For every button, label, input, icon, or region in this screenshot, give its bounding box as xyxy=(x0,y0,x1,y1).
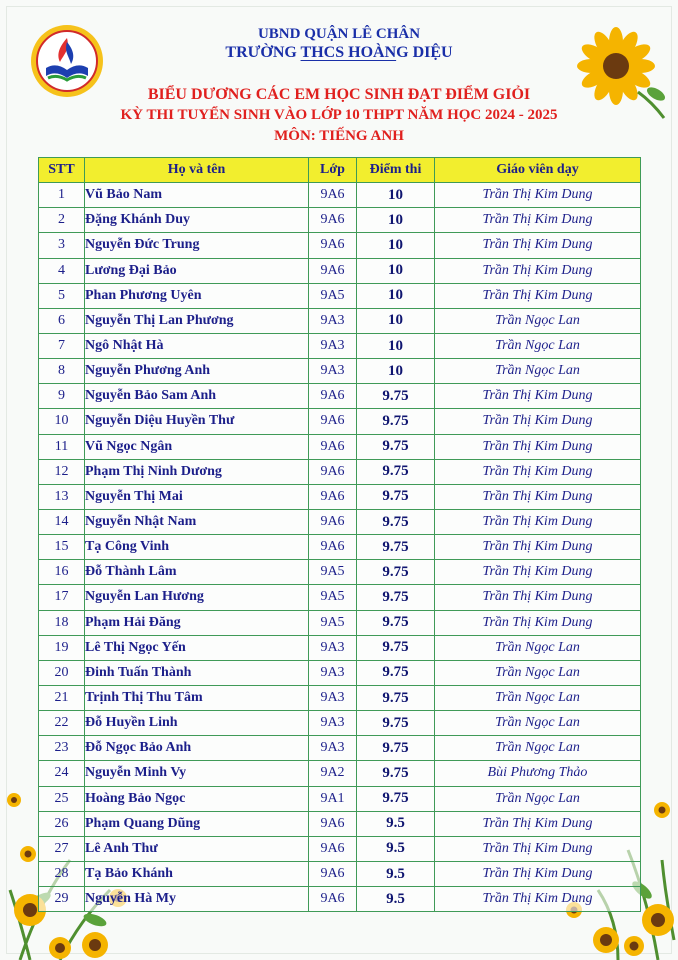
table-row xyxy=(39,610,641,635)
table-row xyxy=(39,861,641,886)
score-cell: 10 xyxy=(357,359,435,384)
row-stt-cell: 23 xyxy=(39,736,85,761)
teacher-cell: Trần Ngọc Lan xyxy=(435,736,641,761)
class-cell: 9A6 xyxy=(309,409,357,434)
score-cell: 9.75 xyxy=(357,585,435,610)
row-stt-cell: 19 xyxy=(39,635,85,660)
teacher-cell: Trần Thị Kim Dung xyxy=(435,861,641,886)
class-cell: 9A6 xyxy=(309,233,357,258)
student-name-cell: Phạm Thị Ninh Dương xyxy=(85,459,309,484)
table-body xyxy=(39,183,641,912)
score-cell: 10 xyxy=(357,308,435,333)
teacher-cell: Trần Thị Kim Dung xyxy=(435,409,641,434)
table-header-row xyxy=(39,158,641,183)
score-cell: 9.75 xyxy=(357,434,435,459)
table-row xyxy=(39,208,641,233)
table-row xyxy=(39,509,641,534)
student-name-cell: Nguyễn Phương Anh xyxy=(85,359,309,384)
class-cell: 9A6 xyxy=(309,384,357,409)
student-name-cell: Nguyễn Hà My xyxy=(85,887,309,912)
student-name-cell: Hoàng Bảo Ngọc xyxy=(85,786,309,811)
score-cell: 9.75 xyxy=(357,711,435,736)
class-cell: 9A6 xyxy=(309,509,357,534)
score-cell: 9.5 xyxy=(357,836,435,861)
teacher-cell: Trần Thị Kim Dung xyxy=(435,384,641,409)
row-stt-cell: 28 xyxy=(39,861,85,886)
class-cell: 9A1 xyxy=(309,786,357,811)
row-stt-cell: 15 xyxy=(39,535,85,560)
row-stt-cell: 5 xyxy=(39,283,85,308)
row-stt-cell: 7 xyxy=(39,333,85,358)
student-name-cell: Nguyễn Nhật Nam xyxy=(85,509,309,534)
row-stt-cell: 13 xyxy=(39,484,85,509)
row-stt-cell: 29 xyxy=(39,887,85,912)
student-name-cell: Đỗ Huyền Linh xyxy=(85,711,309,736)
class-cell: 9A5 xyxy=(309,283,357,308)
subject-label: MÔN: TIẾNG ANH xyxy=(274,128,404,144)
score-cell: 9.75 xyxy=(357,484,435,509)
score-cell: 9.75 xyxy=(357,509,435,534)
class-cell: 9A6 xyxy=(309,459,357,484)
table-row xyxy=(39,635,641,660)
score-cell: 10 xyxy=(357,208,435,233)
table-row xyxy=(39,761,641,786)
teacher-cell: Bùi Phương Thảo xyxy=(435,761,641,786)
row-stt-cell: 6 xyxy=(39,308,85,333)
document-subtitle: KỲ THI TUYỂN SINH VÀO LỚP 10 THPT NĂM HỌC 2024 - 2025 xyxy=(120,107,558,123)
table-row xyxy=(39,786,641,811)
class-cell: 9A3 xyxy=(309,308,357,333)
score-cell: 9.75 xyxy=(357,409,435,434)
district-name: UBND QUẬN LÊ CHÂN xyxy=(257,26,421,42)
column-header-score: Điểm thi xyxy=(357,158,435,183)
student-name-cell: Nguyễn Thị Mai xyxy=(85,484,309,509)
student-name-cell: Trịnh Thị Thu Tâm xyxy=(85,685,309,710)
school-name-suffix: G DIỆU xyxy=(396,44,453,61)
row-stt-cell: 24 xyxy=(39,761,85,786)
class-cell: 9A3 xyxy=(309,685,357,710)
school-name xyxy=(0,44,678,62)
teacher-cell: Trần Thị Kim Dung xyxy=(435,459,641,484)
document-title: BIỂU DƯƠNG CÁC EM HỌC SINH ĐẠT ĐIỂM GIỎI xyxy=(147,86,531,103)
student-name-cell: Đỗ Thành Lâm xyxy=(85,560,309,585)
row-stt-cell: 26 xyxy=(39,811,85,836)
teacher-cell: Trần Thị Kim Dung xyxy=(435,183,641,208)
row-stt-cell: 17 xyxy=(39,585,85,610)
teacher-cell: Trần Thị Kim Dung xyxy=(435,258,641,283)
score-cell: 10 xyxy=(357,233,435,258)
class-cell: 9A6 xyxy=(309,183,357,208)
teacher-cell: Trần Thị Kim Dung xyxy=(435,811,641,836)
teacher-cell: Trần Thị Kim Dung xyxy=(435,610,641,635)
table-row xyxy=(39,333,641,358)
table-row xyxy=(39,685,641,710)
class-cell: 9A6 xyxy=(309,484,357,509)
row-stt-cell: 20 xyxy=(39,660,85,685)
student-name-cell: Tạ Bảo Khánh xyxy=(85,861,309,886)
row-stt-cell: 4 xyxy=(39,258,85,283)
teacher-cell: Trần Ngọc Lan xyxy=(435,359,641,384)
table-row xyxy=(39,736,641,761)
column-header-teacher: Giáo viên dạy xyxy=(435,158,641,183)
score-cell: 9.5 xyxy=(357,811,435,836)
class-cell: 9A3 xyxy=(309,333,357,358)
student-name-cell: Đỗ Ngọc Bảo Anh xyxy=(85,736,309,761)
student-name-cell: Đặng Khánh Duy xyxy=(85,208,309,233)
school-name-prefix: TRƯỜNG xyxy=(225,44,301,61)
student-name-cell: Phạm Quang Dũng xyxy=(85,811,309,836)
row-stt-cell: 16 xyxy=(39,560,85,585)
teacher-cell: Trần Ngọc Lan xyxy=(435,786,641,811)
row-stt-cell: 12 xyxy=(39,459,85,484)
score-cell: 9.75 xyxy=(357,660,435,685)
score-cell: 9.75 xyxy=(357,535,435,560)
table-row xyxy=(39,887,641,912)
student-name-cell: Vũ Bảo Nam xyxy=(85,183,309,208)
row-stt-cell: 25 xyxy=(39,786,85,811)
student-name-cell: Đinh Tuấn Thành xyxy=(85,660,309,685)
class-cell: 9A3 xyxy=(309,660,357,685)
score-cell: 10 xyxy=(357,333,435,358)
results-table xyxy=(38,157,641,912)
class-cell: 9A5 xyxy=(309,560,357,585)
score-cell: 9.75 xyxy=(357,459,435,484)
score-cell: 9.5 xyxy=(357,887,435,912)
class-cell: 9A3 xyxy=(309,359,357,384)
teacher-cell: Trần Ngọc Lan xyxy=(435,711,641,736)
class-cell: 9A3 xyxy=(309,635,357,660)
table-row xyxy=(39,233,641,258)
class-cell: 9A6 xyxy=(309,434,357,459)
class-cell: 9A6 xyxy=(309,836,357,861)
score-cell: 10 xyxy=(357,283,435,308)
table-row xyxy=(39,384,641,409)
table-row xyxy=(39,283,641,308)
class-cell: 9A6 xyxy=(309,535,357,560)
student-name-cell: Nguyễn Bảo Sam Anh xyxy=(85,384,309,409)
row-stt-cell: 27 xyxy=(39,836,85,861)
student-name-cell: Vũ Ngọc Ngân xyxy=(85,434,309,459)
table-row xyxy=(39,459,641,484)
class-cell: 9A6 xyxy=(309,861,357,886)
score-cell: 10 xyxy=(357,258,435,283)
student-name-cell: Lê Thị Ngọc Yến xyxy=(85,635,309,660)
teacher-cell: Trần Thị Kim Dung xyxy=(435,509,641,534)
row-stt-cell: 22 xyxy=(39,711,85,736)
teacher-cell: Trần Ngọc Lan xyxy=(435,660,641,685)
class-cell: 9A6 xyxy=(309,258,357,283)
student-name-cell: Lương Đại Bảo xyxy=(85,258,309,283)
teacher-cell: Trần Ngọc Lan xyxy=(435,308,641,333)
student-name-cell: Phạm Hải Đăng xyxy=(85,610,309,635)
table-row xyxy=(39,711,641,736)
class-cell: 9A6 xyxy=(309,811,357,836)
score-cell: 9.75 xyxy=(357,736,435,761)
row-stt-cell: 18 xyxy=(39,610,85,635)
row-stt-cell: 8 xyxy=(39,359,85,384)
teacher-cell: Trần Thị Kim Dung xyxy=(435,283,641,308)
student-name-cell: Nguyễn Minh Vy xyxy=(85,761,309,786)
teacher-cell: Trần Thị Kim Dung xyxy=(435,836,641,861)
teacher-cell: Trần Thị Kim Dung xyxy=(435,208,641,233)
column-header-name: Họ và tên xyxy=(85,158,309,183)
row-stt-cell: 14 xyxy=(39,509,85,534)
table-row xyxy=(39,258,641,283)
row-stt-cell: 1 xyxy=(39,183,85,208)
score-cell: 9.5 xyxy=(357,861,435,886)
class-cell: 9A3 xyxy=(309,736,357,761)
table-row xyxy=(39,484,641,509)
class-cell: 9A2 xyxy=(309,761,357,786)
teacher-cell: Trần Thị Kim Dung xyxy=(435,484,641,509)
teacher-cell: Trần Thị Kim Dung xyxy=(435,585,641,610)
score-cell: 9.75 xyxy=(357,761,435,786)
teacher-cell: Trần Thị Kim Dung xyxy=(435,535,641,560)
row-stt-cell: 11 xyxy=(39,434,85,459)
row-stt-cell: 21 xyxy=(39,685,85,710)
score-cell: 9.75 xyxy=(357,560,435,585)
class-cell: 9A5 xyxy=(309,585,357,610)
score-cell: 9.75 xyxy=(357,786,435,811)
teacher-cell: Trần Thị Kim Dung xyxy=(435,887,641,912)
table-row xyxy=(39,409,641,434)
table-row xyxy=(39,585,641,610)
row-stt-cell: 2 xyxy=(39,208,85,233)
table-row xyxy=(39,183,641,208)
table-row xyxy=(39,308,641,333)
class-cell: 9A5 xyxy=(309,610,357,635)
student-name-cell: Ngô Nhật Hà xyxy=(85,333,309,358)
class-cell: 9A3 xyxy=(309,711,357,736)
row-stt-cell: 10 xyxy=(39,409,85,434)
score-cell: 9.75 xyxy=(357,685,435,710)
score-cell: 9.75 xyxy=(357,384,435,409)
school-name-underlined: THCS HOÀN xyxy=(300,44,397,61)
student-name-cell: Lê Anh Thư xyxy=(85,836,309,861)
score-cell: 9.75 xyxy=(357,635,435,660)
teacher-cell: Trần Thị Kim Dung xyxy=(435,560,641,585)
table-row xyxy=(39,434,641,459)
table-row xyxy=(39,811,641,836)
teacher-cell: Trần Ngọc Lan xyxy=(435,635,641,660)
student-name-cell: Nguyễn Đức Trung xyxy=(85,233,309,258)
table-row xyxy=(39,836,641,861)
column-header-class: Lớp xyxy=(309,158,357,183)
student-name-cell: Nguyễn Diệu Huyền Thư xyxy=(85,409,309,434)
class-cell: 9A6 xyxy=(309,208,357,233)
teacher-cell: Trần Thị Kim Dung xyxy=(435,434,641,459)
table-row xyxy=(39,535,641,560)
table-row xyxy=(39,359,641,384)
row-stt-cell: 9 xyxy=(39,384,85,409)
teacher-cell: Trần Thị Kim Dung xyxy=(435,233,641,258)
column-header-stt: STT xyxy=(39,158,85,183)
student-name-cell: Nguyễn Lan Hương xyxy=(85,585,309,610)
row-stt-cell: 3 xyxy=(39,233,85,258)
student-name-cell: Tạ Công Vinh xyxy=(85,535,309,560)
student-name-cell: Nguyễn Thị Lan Phương xyxy=(85,308,309,333)
table-row xyxy=(39,560,641,585)
score-cell: 9.75 xyxy=(357,610,435,635)
student-name-cell: Phan Phương Uyên xyxy=(85,283,309,308)
score-cell: 10 xyxy=(357,183,435,208)
teacher-cell: Trần Ngọc Lan xyxy=(435,333,641,358)
table-row xyxy=(39,660,641,685)
teacher-cell: Trần Ngọc Lan xyxy=(435,685,641,710)
class-cell: 9A6 xyxy=(309,887,357,912)
